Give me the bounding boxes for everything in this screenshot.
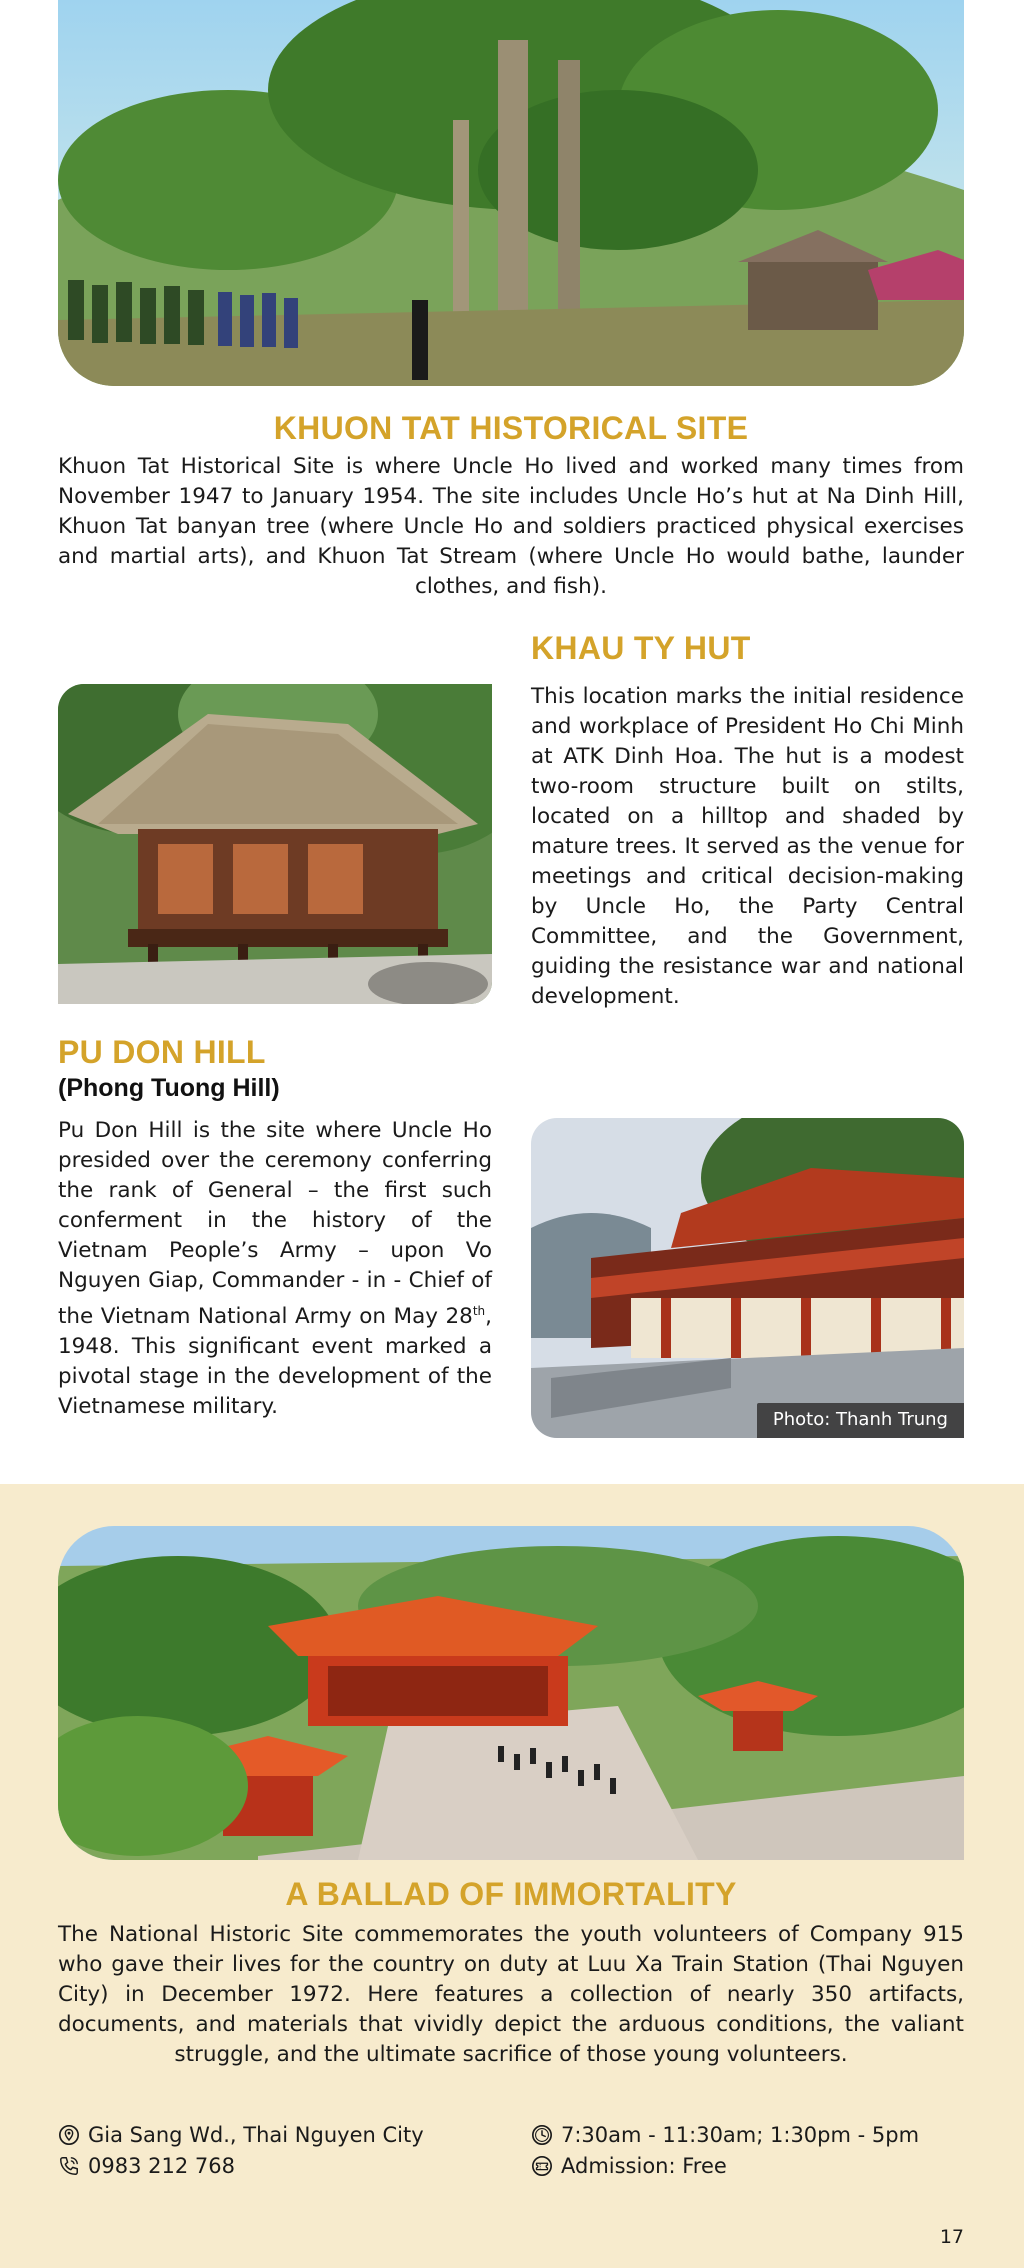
page-number: 17 — [939, 2226, 964, 2248]
pu-don-description — [58, 1116, 492, 1422]
phone-icon — [58, 2155, 80, 2177]
address-info — [58, 2120, 424, 2150]
memorial-site-photo — [58, 1526, 964, 1860]
pu-don-text-part1: Pu Don Hill is the site where Uncle Ho presided over the ceremony conferring the rank of General – the first such conferment in the history of the Vietnam People’s Army – upon Vo Nguyen Giap, Commander - in - Chief of the Vietnam National Army on May 28 — [58, 1118, 492, 1330]
phone-info — [58, 2151, 235, 2181]
ordinal-suffix: th — [472, 1304, 486, 1318]
location-pin-icon — [58, 2124, 80, 2146]
pu-don-subtitle: (Phong Tuong Hill) — [58, 1074, 280, 1102]
khuon-tat-title: KHUON TAT HISTORICAL SITE — [273, 410, 749, 446]
admission-text: Admission: Free — [561, 2154, 727, 2178]
address-text: Gia Sang Wd., Thai Nguyen City — [88, 2123, 424, 2147]
pu-don-title: PU DON HILL — [58, 1034, 266, 1070]
pu-don-temple-photo — [531, 1118, 964, 1438]
ticket-icon — [531, 2155, 553, 2177]
clock-icon — [531, 2124, 553, 2146]
photo-caption: Photo: Thanh Trung — [757, 1403, 964, 1438]
khuon-tat-description: Khuon Tat Historical Site is where Uncle Ho lived and worked many times from November 1947 to January 1954. The site includes Uncle Ho’s hut at Na Dinh Hill, Khuon Tat banyan tree (where Uncle Ho and soldiers practiced physical exercises and martial arts), and Khuon Tat Stream (where Uncle Ho would bathe, launder clothes, and fish). — [58, 454, 964, 599]
khau-ty-description: This location marks the initial residence and workplace of President Ho Chi Minh at ATK Dinh Hoa. The hut is a modest two-room structure built on stilts, located on a hilltop and shaded by mature trees. It served as the venue for meetings and critical decision-making by Uncle Ho, the Party Central Committee, and the Government, guiding the resistance war and national development. — [531, 684, 964, 1009]
ballad-description: The National Historic Site commemorates the youth volunteers of Company 915 who gave their lives for the country on duty at Luu Xa Train Station (Thai Nguyen City) in December 1972. Here features a collection of nearly 350 artifacts, documents, and materials that vividly depict the arduous conditions, the valiant struggle, and the ultimate sacrifice of those young volunteers. — [58, 1922, 964, 2067]
phone-text: 0983 212 768 — [88, 2154, 235, 2178]
admission-info — [531, 2151, 727, 2181]
hours-info — [531, 2120, 919, 2150]
khau-ty-hut-photo — [58, 684, 492, 1004]
pu-don-text-part2: , 1948. This significant event marked a pivotal stage in the development of the Vietnamese military. — [58, 1304, 492, 1420]
hours-text: 7:30am - 11:30am; 1:30pm - 5pm — [561, 2123, 920, 2147]
ballad-title: A BALLAD OF IMMORTALITY — [285, 1876, 737, 1912]
khau-ty-title: KHAU TY HUT — [531, 630, 751, 666]
banyan-tree-photo — [58, 0, 964, 386]
